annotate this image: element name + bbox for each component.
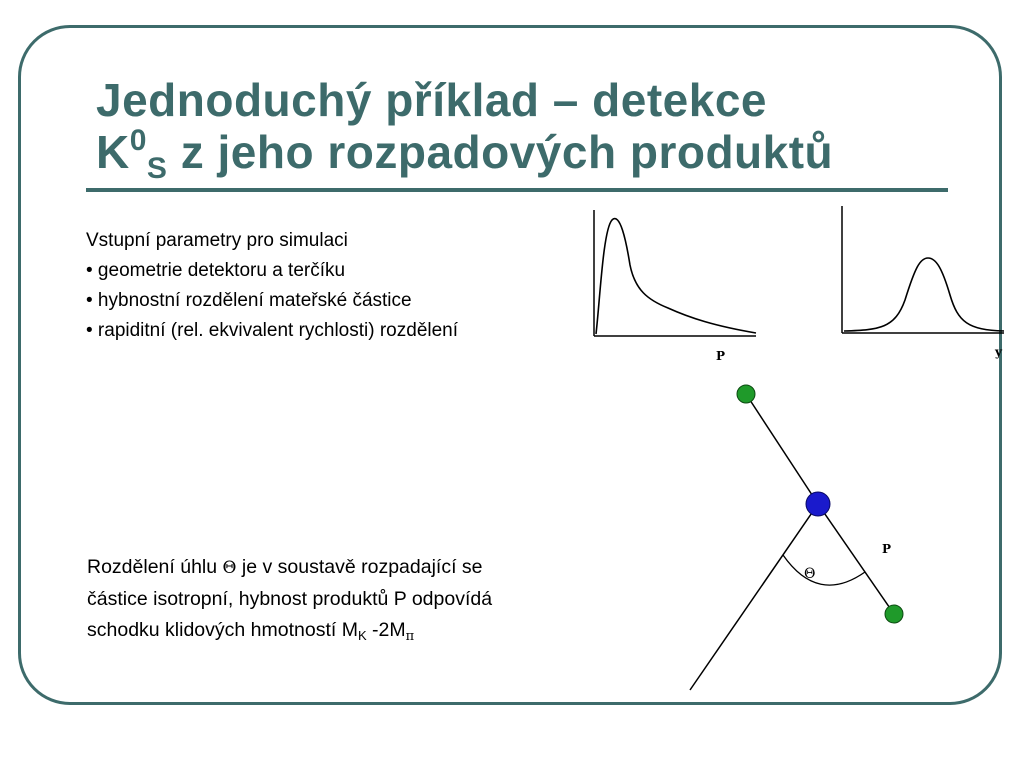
angle-arc [783,555,865,585]
decay-vertex-particle [806,492,830,516]
rapidity-axis-label: y [995,345,1002,359]
rapidity-curve [844,258,1004,331]
desc-line-3: schodku klidových hmotností $M_K$ $-2M_\pi$ [87,619,415,644]
desc-line-2: částice isotropní, hybnost produktů P odpovídá [87,588,493,610]
momentum-curve [596,219,756,334]
params-bullet-rapidity: • rapiditní (rel. ekvivalent rychlosti) rozdělení [86,320,459,341]
desc-line-1: Rozdělení úhlu Θ je v soustavě rozpadající se [87,556,483,578]
daughter-track-1 [690,504,818,690]
title-line-1: Jednoduchý příklad – detekce [96,74,768,126]
decay-product-particle [885,605,903,623]
params-heading: Vstupní parametry pro simulaci [86,230,348,251]
momentum-label: P [882,542,892,556]
incoming-particle [737,385,755,403]
daughter-track-2 [818,504,894,614]
parent-track [746,394,818,504]
params-bullet-geometry: • geometrie detektoru a terčíku [86,260,346,281]
decay-diagram [690,385,903,690]
title-line-2: $K^0_S$ z jeho rozpadových produktů [96,124,834,185]
params-bullet-momentum: • hybnostní rozdělení mateřské částice [86,290,412,311]
theta-symbol: Θ [222,558,237,578]
angle-label: Θ [804,566,816,582]
momentum-distribution-plot [594,210,756,363]
momentum-axis-label: P [716,349,726,363]
rapidity-distribution-plot [842,206,1004,359]
